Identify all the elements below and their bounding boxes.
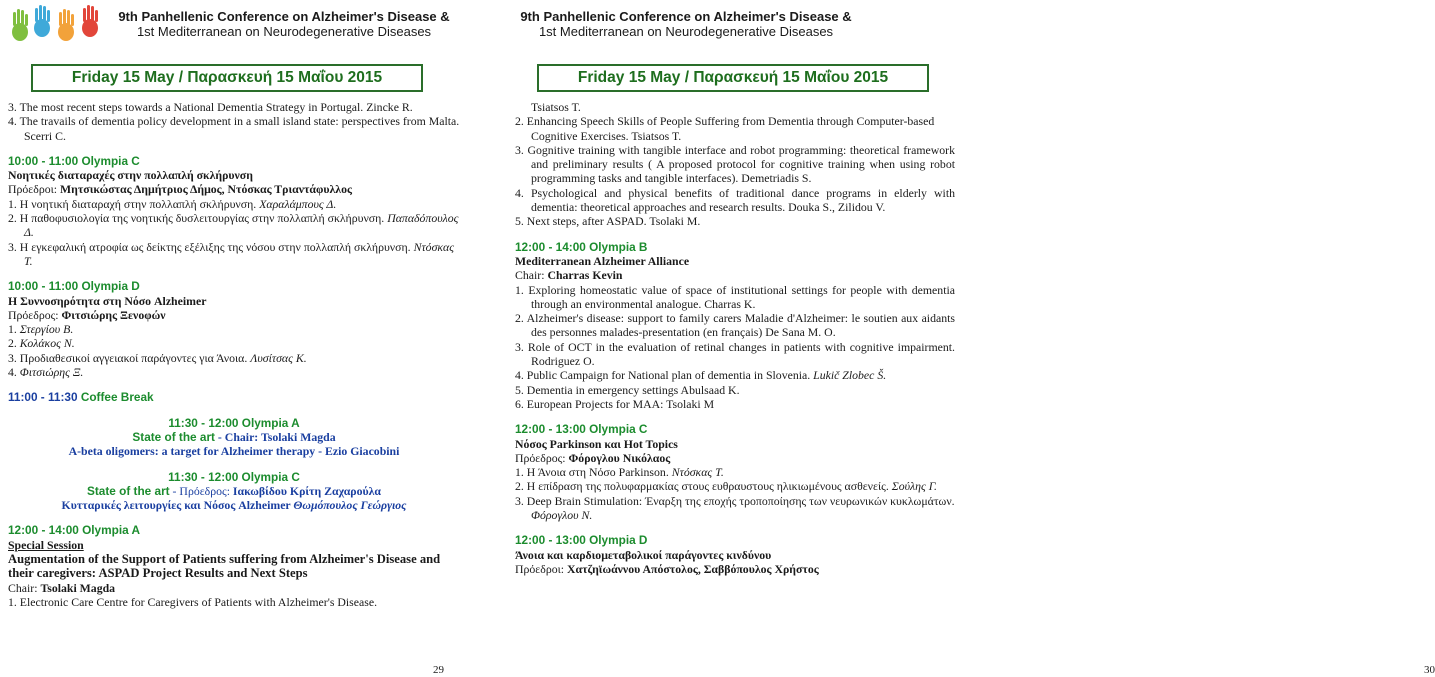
talk-author: Φιτσιώρης Ξ.	[19, 365, 84, 380]
session-time: 12:00 - 13:00 Olympia D	[515, 533, 648, 548]
talk-title: 2. Η επίδραση της πολυφαρμακίας στους ευθραυστους ηλικιωμένους ασθενείς.	[515, 479, 892, 494]
talk-title: 1. Η Άνοια στη Νόσο Parkinson.	[515, 465, 672, 480]
list-item: 1. Electronic Care Centre for Caregivers of Patients with Alzheimer's Disease.	[8, 594, 378, 609]
left-page	[0, 0, 480, 677]
talk-title: 2.	[8, 336, 20, 351]
state-chair: Ιακωβίδου Κρίτη Ζαχαρούλα	[232, 483, 381, 498]
right-page	[480, 0, 1435, 677]
chair-label: Πρόεδρος:	[8, 307, 62, 322]
list-item: Tsiatsos T.	[531, 100, 581, 114]
chair-name: Φόρογλου Νικόλαος	[568, 450, 671, 465]
session-chair	[515, 451, 955, 465]
conference-line1: 9th Panhellenic Conference on Alzheimer's Disease &	[118, 9, 450, 24]
talk-author: Ντόσκας Τ.	[671, 465, 724, 480]
session-time: 11:30 - 12:00 Olympia A	[168, 415, 300, 430]
talk-speaker: Θωμόπουλος Γεώργιος	[293, 498, 407, 513]
session-chairs	[515, 562, 955, 576]
talk-author: Παπαδόπουλος Δ.	[24, 211, 459, 240]
right-column	[515, 100, 955, 576]
chair-label: Πρόεδρος:	[515, 450, 569, 465]
keynote-talk: A-beta oligomers: a target for Alzheimer therapy - Ezio Giacobini	[68, 444, 400, 459]
date-banner: Friday 15 May / Παρασκευή 15 Μαΐου 2015	[31, 64, 423, 92]
session-title: Mediterranean Alzheimer Alliance	[515, 253, 690, 268]
chair-name: Charras Kevin	[547, 268, 623, 283]
conference-line2: 1st Mediterranean on Neurodegenerative Diseases	[538, 24, 834, 39]
talk-author: Φόρογλου Ν.	[531, 508, 593, 523]
chairs-label: Πρόεδροι:	[515, 561, 568, 576]
talk-author: Στεργίου Β.	[19, 322, 74, 337]
session-chairs	[8, 182, 460, 196]
conference-header	[516, 9, 856, 39]
session-chair	[8, 308, 460, 322]
left-column	[8, 100, 460, 609]
chair-label: Chair:	[515, 268, 548, 283]
list-item: 2. Enhancing Speech Skills of People Suffering from Dementia through Computer-based Cognitive Exercises. Tsiatsos T.	[515, 114, 935, 143]
coffee-time: 11:00 - 11:30	[8, 390, 78, 405]
talk-author: Λυσίτσας Κ.	[250, 350, 307, 365]
state-chair: - Chair: Tsolaki Magda	[214, 429, 336, 444]
chair-label: Chair:	[8, 580, 41, 595]
list-item: 1. Exploring homeostatic value of space of institutional settings for people with dementia through an environmental analogue. Charras K.	[515, 282, 955, 311]
session-title	[515, 437, 955, 451]
list-item	[515, 494, 955, 523]
session-title: Νοητικές διαταραχές στην πολλαπλή σκλήρυνση	[8, 168, 253, 183]
special-session-label: Special Session	[8, 537, 84, 552]
list-item: 4. The travails of dementia policy development in a small island state: perspectives from Malta. Scerri C.	[8, 114, 460, 143]
talk-title: 3. Η εγκεφαλική ατροφία ως δείκτης εξέλιξης της νόσου στην πολλαπλή σκλήρυνση.	[8, 239, 414, 254]
state-label: State of the art	[87, 483, 170, 498]
page-number: 29	[433, 664, 444, 676]
list-item: 3. Role of OCT in the evaluation of retinal changes in patients with cognitive impairment. Rodriguez O.	[515, 339, 955, 369]
conference-header	[114, 9, 454, 39]
talk-author: Ντόσκας Τ.	[24, 239, 455, 268]
list-item: 4. Psychological and physical benefits of traditional dance programs in elderly with dementia: theoretical approaches and research results. Douka S., Zilidou V.	[515, 185, 955, 215]
chair-name: Tsolaki Magda	[40, 580, 116, 595]
list-item: 5. Next steps, after ASPAD. Tsolaki M.	[515, 214, 701, 229]
handprints-logo	[6, 2, 108, 50]
talk-title: 4.	[8, 365, 20, 380]
list-item: 3. The most recent steps towards a National Dementia Strategy in Portugal. Zincke R.	[8, 100, 413, 114]
session-time: 12:00 - 14:00 Olympia A	[8, 523, 141, 538]
session-time: 10:00 - 11:00 Olympia C	[8, 153, 140, 168]
chair-name: Φιτσιώρης Ξενοφών	[61, 307, 166, 322]
talk-title: 3. Deep Brain Stimulation: Έναρξη της εποχής τροποποίησης των νευρωνικών κυκλωμάτων.	[515, 493, 955, 508]
list-item	[515, 479, 955, 493]
date-banner: Friday 15 May / Παρασκευή 15 Μαΐου 2015	[537, 64, 929, 92]
state-of-art-line	[8, 484, 460, 498]
talk-author: Σούλης Γ.	[891, 479, 937, 494]
conference-line1: 9th Panhellenic Conference on Alzheimer's Disease &	[520, 9, 852, 24]
session-time: 12:00 - 14:00 Olympia B	[515, 239, 648, 254]
session-time: 11:30 - 12:00 Olympia C	[168, 469, 300, 484]
list-item	[8, 197, 460, 211]
talk-title: 2. Η παθοφυσιολογία της νοητικής δυσλειτουργίας στην πολλαπλή σκλήρυνση.	[8, 211, 388, 226]
session-title: Augmentation of the Support of Patients suffering from Alzheimer's Disease and their caregivers: ASPAD Project Results and Next Steps	[8, 552, 441, 581]
list-item: 3. Gognitive training with tangible interface and robot programming: theoretical framework and preliminary results ( A proposed protocol for cognitive training when using robot programming tasks and tangible interfaces). Demetriadis S.	[515, 142, 955, 186]
list-item	[515, 465, 955, 479]
chair-prefix: - Πρόεδρος:	[169, 483, 233, 498]
list-item	[515, 368, 955, 382]
talk-author: Χαραλάμπους Δ.	[259, 196, 337, 211]
chairs-names: Μητσικώστας Δημήτριος Δήμος, Ντόσκας Τριαντάφυλλος	[60, 182, 352, 197]
talk-author: Lukič Zlobec Š.	[813, 368, 887, 383]
list-item	[8, 211, 460, 240]
list-item: 2. Alzheimer's disease: support to family carers Maladie d'Alzheimer: le soutien aux aidants des personnes malades-presentation (en français) De Sana M. O.	[515, 311, 955, 340]
coffee-break	[8, 390, 460, 404]
session-time: 10:00 - 11:00 Olympia D	[8, 279, 140, 294]
talk-title: 4. Public Campaign for National plan of dementia in Slovenia.	[515, 368, 814, 383]
state-label: State of the art	[132, 429, 215, 444]
session-chair	[8, 581, 460, 595]
session-time: 12:00 - 13:00 Olympia C	[515, 422, 648, 437]
chairs-label: Πρόεδροι:	[8, 182, 61, 197]
session-title: Άνοια και καρδιομεταβολικοί παράγοντες κινδύνου	[515, 547, 772, 562]
talk-title: 1. Η νοητική διαταραχή στην πολλαπλή σκλήρυνση.	[8, 196, 260, 211]
talk-title: 1.	[8, 322, 20, 337]
title-main: Parkinson και Hot Topics	[549, 436, 678, 451]
keynote-talk	[8, 498, 460, 512]
conference-line2: 1st Mediterranean on Neurodegenerative Diseases	[136, 24, 432, 39]
page-number: 30	[1424, 664, 1435, 676]
list-item	[8, 322, 460, 336]
session-title: Η Συννοσηρότητα στη Νόσο Alzheimer	[8, 293, 207, 308]
list-item	[8, 240, 460, 269]
list-item: 5. Dementia in emergency settings Abulsaad K.	[515, 382, 740, 397]
talk-author: Κολάκος Ν.	[19, 336, 75, 351]
title-prefix: Νόσος	[515, 436, 550, 451]
list-item: 6. European Projects for MAA: Tsolaki M	[515, 396, 715, 411]
session-chair	[515, 268, 955, 282]
talk-title: 3. Προδιαθεσικοί αγγειακοί παράγοντες για Άνοια.	[8, 350, 251, 365]
state-of-art-line	[8, 430, 460, 444]
chairs-names: Χατζηϊωάννου Απόστολος, Σαββόπουλος Χρήστος	[567, 561, 819, 576]
list-item	[8, 365, 460, 379]
coffee-label: Coffee Break	[80, 390, 154, 405]
list-item	[8, 336, 460, 350]
list-item	[8, 351, 460, 365]
talk-title: Κυτταρικές λειτουργίες και Νόσος Alzheimer	[61, 498, 294, 513]
